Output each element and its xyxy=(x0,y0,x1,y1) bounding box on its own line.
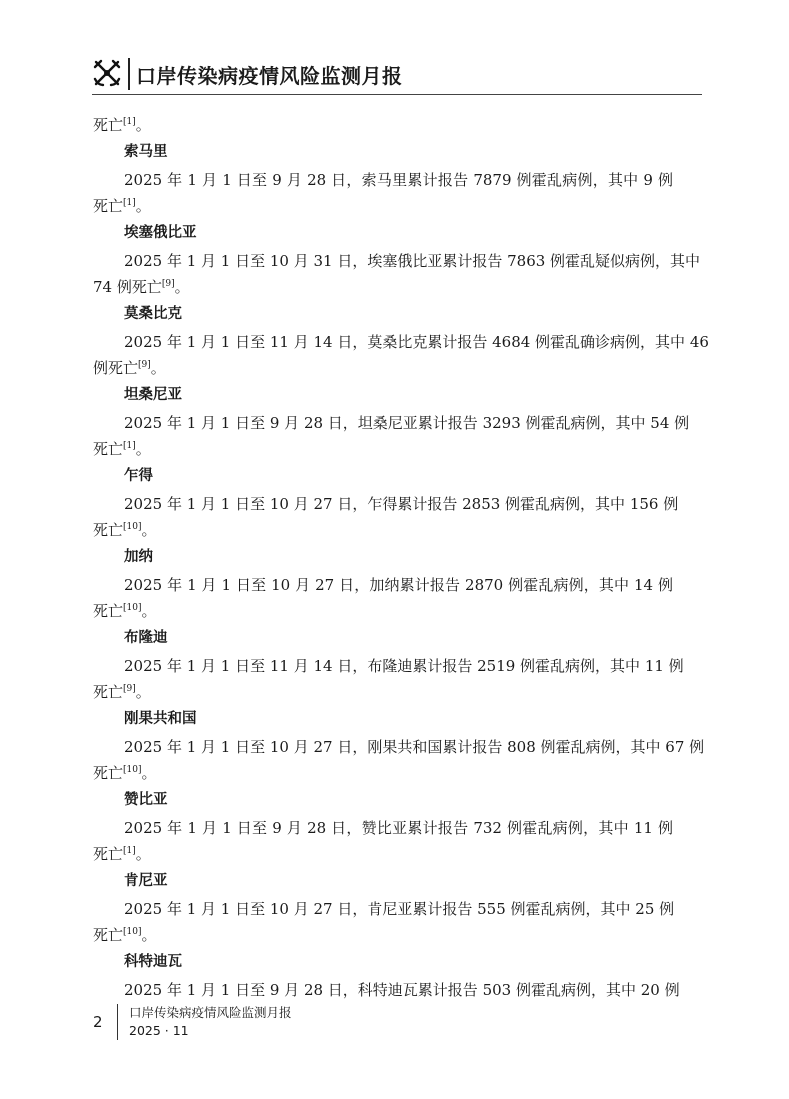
entry-line-2 xyxy=(93,436,673,462)
citation-number: 1 xyxy=(126,846,133,856)
entry-line-2-text: 死亡 xyxy=(93,197,124,215)
entry-line-2-text: 死亡 xyxy=(93,926,124,944)
citation-number: 9 xyxy=(126,684,133,694)
entry-line-2 xyxy=(93,517,673,543)
period: 。 xyxy=(135,683,151,701)
citation-ref: [9] xyxy=(138,360,151,370)
country-heading: 埃塞俄比亚 xyxy=(124,225,197,241)
entry-line-2 xyxy=(93,679,673,705)
entry-line-2 xyxy=(93,193,673,219)
footer-title: 口岸传染病疫情风险监测月报 xyxy=(129,1005,292,1020)
entry-line-1: 2025 年 1 月 1 日至 10 月 31 日，埃塞俄比亚累计报告 7863 例霍乱疑似病例，其中 xyxy=(124,252,701,270)
entry-line-1: 2025 年 1 月 1 日至 9 月 28 日，坦桑尼亚累计报告 3293 例霍乱病例，其中 54 例 xyxy=(124,414,690,432)
period: 。 xyxy=(141,602,157,620)
citation-number: 10 xyxy=(126,603,138,613)
period: 。 xyxy=(135,845,151,863)
header-title: 口岸传染病疫情风险监测月报 xyxy=(136,64,403,88)
footer-date: 2025 · 11 xyxy=(129,1023,189,1038)
citation-number: 9 xyxy=(165,279,172,289)
country-heading: 刚果共和国 xyxy=(124,711,197,727)
page-number: 2 xyxy=(93,1013,103,1031)
citation-number: 1 xyxy=(126,441,133,451)
country-heading: 莫桑比克 xyxy=(124,306,182,322)
entry-line-2-text: 死亡 xyxy=(93,764,124,782)
intro-ref: 1 xyxy=(126,117,133,127)
intro-text: 死亡 xyxy=(93,116,124,134)
report-body xyxy=(93,112,709,1003)
country-heading: 赞比亚 xyxy=(124,792,168,808)
period: 。 xyxy=(141,926,157,944)
entry-line-1: 2025 年 1 月 1 日至 10 月 27 日，肯尼亚累计报告 555 例霍乱病例，其中 25 例 xyxy=(124,900,675,918)
entry-line-2 xyxy=(93,841,673,867)
entry-line-2-text: 死亡 xyxy=(93,602,124,620)
citation-ref: [1] xyxy=(123,441,136,451)
citation-number: 10 xyxy=(126,522,138,532)
intro-end: 。 xyxy=(135,116,151,134)
citation-number: 10 xyxy=(126,927,138,937)
citation-number: 1 xyxy=(126,198,133,208)
entry-line-2 xyxy=(93,355,673,381)
citation-ref: [1] xyxy=(123,846,136,856)
entry-line-1: 2025 年 1 月 1 日至 11 月 14 日，布隆迪累计报告 2519 例霍乱病例，其中 11 例 xyxy=(124,657,684,675)
country-heading: 坦桑尼亚 xyxy=(124,387,182,403)
page-footer xyxy=(93,1004,493,1044)
period: 。 xyxy=(141,764,157,782)
citation-ref: [1] xyxy=(123,198,136,208)
citation-ref: [10] xyxy=(123,522,142,532)
page-header xyxy=(92,56,702,96)
entry-line-1: 2025 年 1 月 1 日至 10 月 27 日，刚果共和国累计报告 808 例霍乱病例，其中 67 例 xyxy=(124,738,705,756)
country-heading: 科特迪瓦 xyxy=(124,954,182,970)
citation-ref: [10] xyxy=(123,603,142,613)
entry-line-1: 2025 年 1 月 1 日至 9 月 28 日，索马里累计报告 7879 例霍乱病例，其中 9 例 xyxy=(124,171,673,189)
country-heading: 乍得 xyxy=(124,468,153,484)
period: 。 xyxy=(174,278,190,296)
country-heading: 肯尼亚 xyxy=(124,873,168,889)
entry-line-2-text: 74 例死亡 xyxy=(93,278,162,296)
entry-line-1: 2025 年 1 月 1 日至 10 月 27 日，加纳累计报告 2870 例霍乱病例，其中 14 例 xyxy=(124,576,673,594)
footer-divider xyxy=(117,1004,118,1040)
citation-ref: [9] xyxy=(161,279,175,289)
entry-line-2-text: 死亡 xyxy=(93,440,124,458)
entry-line-1: 2025 年 1 月 1 日至 10 月 27 日，乍得累计报告 2853 例霍乱病例，其中 156 例 xyxy=(124,495,679,513)
entry-line-1: 2025 年 1 月 1 日至 11 月 14 日，莫桑比克累计报告 4684 例霍乱确诊病例，其中 46 xyxy=(124,333,709,351)
citation-ref: [9] xyxy=(123,684,136,694)
country-heading: 加纳 xyxy=(124,549,153,565)
entry-line-2 xyxy=(93,274,673,300)
citation-number: 10 xyxy=(126,765,138,775)
entry-line-2-text: 死亡 xyxy=(93,683,124,701)
period: 。 xyxy=(150,359,166,377)
citation-ref: [10] xyxy=(123,765,142,775)
citation-number: 9 xyxy=(141,360,148,370)
crossed-anchor-logo-icon xyxy=(92,58,122,88)
period: 。 xyxy=(135,197,151,215)
entry-line-2-text: 例死亡 xyxy=(93,359,139,377)
country-heading: 布隆迪 xyxy=(124,630,168,646)
period: 。 xyxy=(141,521,157,539)
citation-ref: [10] xyxy=(123,927,142,937)
entry-line-2-text: 死亡 xyxy=(93,521,124,539)
entry-line-2 xyxy=(93,598,673,624)
entry-line-1: 2025 年 1 月 1 日至 9 月 28 日，科特迪瓦累计报告 503 例霍乱病例，其中 20 例 xyxy=(124,981,680,999)
entry-line-2 xyxy=(93,922,673,948)
header-divider xyxy=(128,58,130,90)
period: 。 xyxy=(135,440,151,458)
entry-line-2-text: 死亡 xyxy=(93,845,124,863)
header-rule xyxy=(92,94,702,95)
country-heading: 索马里 xyxy=(124,144,168,160)
intro-line: 死亡[1]。 xyxy=(93,116,151,134)
entry-line-1: 2025 年 1 月 1 日至 9 月 28 日，赞比亚累计报告 732 例霍乱病例，其中 11 例 xyxy=(124,819,673,837)
entry-line-2 xyxy=(93,760,673,786)
